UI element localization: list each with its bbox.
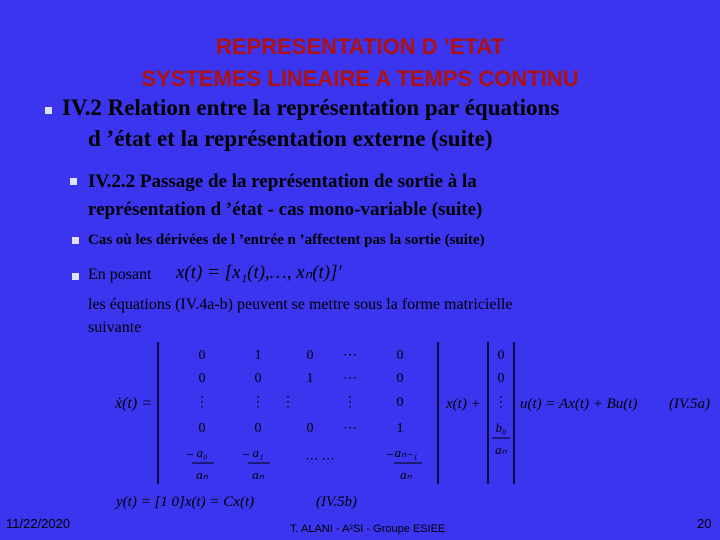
body-line1: les équations (IV.4a-b) peuvent se mettre sous la forme matricielle (88, 296, 513, 313)
svg-text:x(t) +: x(t) + (446, 396, 481, 412)
page-number: 20 (697, 516, 712, 531)
svg-text:0: 0 (254, 421, 262, 436)
svg-text:⋯: ⋯ (343, 348, 357, 363)
svg-text:0: 0 (396, 348, 404, 363)
svg-text:aₙ: aₙ (252, 467, 264, 482)
svg-text:0: 0 (497, 348, 505, 363)
svg-text:1: 1 (306, 371, 314, 386)
svg-text:⋮: ⋮ (195, 395, 209, 410)
svg-text:aₙ₋₁: aₙ₋₁ (394, 445, 418, 460)
equation-tag-b: (IV.5b) (316, 494, 357, 510)
footer-author: T. ALANI - A²SI - Groupe ESIEE (290, 523, 446, 535)
svg-text:⋯: ⋯ (343, 371, 357, 386)
svg-text:0: 0 (198, 348, 206, 363)
posing-label: En posant (88, 266, 152, 283)
svg-text:0: 0 (306, 348, 314, 363)
body-line2: suivante (88, 319, 142, 336)
output-equation: y(t) = [1 0]x(t) = Cx(t) (116, 494, 255, 510)
state-vector-formula: x(t) = [x₁(t),…, xₙ(t)]' (176, 262, 342, 283)
svg-text:⋮: ⋮ (343, 395, 357, 410)
svg-text:aₙ: aₙ (400, 467, 412, 482)
subsection-heading-line1: IV.2.2 Passage de la représentation de sortie à la (88, 171, 477, 192)
svg-text:1: 1 (396, 421, 404, 436)
svg-text:0: 0 (396, 371, 404, 386)
case-text: Cas où les dérivées de l ’entrée n ’affectent pas la sortie (suite) (88, 232, 485, 248)
svg-text:u(t) = Ax(t) + Bu(t): u(t) = Ax(t) + Bu(t) (520, 396, 638, 412)
svg-text:0: 0 (396, 395, 404, 410)
svg-text:a₀: a₀ (196, 445, 208, 460)
svg-text:ẋ(t) =: ẋ(t) = (115, 395, 152, 412)
slide-title-line2: SYSTEMES LINEAIRE A TEMPS CONTINU (141, 66, 579, 91)
section-heading-line2: d ’état et la représentation externe (suite) (88, 126, 493, 151)
bullet-icon (72, 237, 79, 244)
svg-text:0: 0 (306, 421, 314, 436)
slide-title-line1: REPRESENTATION D ’ETAT (215, 34, 505, 59)
svg-text:0: 0 (198, 421, 206, 436)
svg-text:⋮: ⋮ (251, 395, 265, 410)
svg-text:aₙ: aₙ (196, 467, 208, 482)
bullet-icon (72, 273, 79, 280)
svg-text:−: − (241, 447, 251, 462)
svg-text:⋮: ⋮ (281, 395, 295, 410)
section-heading-line1: IV.2 Relation entre la représentation par équations (62, 95, 560, 120)
svg-text:0: 0 (497, 371, 505, 386)
svg-text:−: − (185, 447, 195, 462)
equation-tag-a: (IV.5a) (669, 396, 710, 412)
svg-text:−: − (385, 447, 395, 462)
svg-text:0: 0 (198, 371, 206, 386)
svg-text:⋯: ⋯ (343, 421, 357, 436)
svg-text:b₀: b₀ (495, 420, 507, 435)
svg-text:⋯ ⋯: ⋯ ⋯ (305, 451, 335, 466)
bullet-icon (45, 107, 52, 114)
svg-text:aₙ: aₙ (495, 442, 507, 457)
subsection-heading-line2: représentation d ’état - cas mono-variable (suite) (88, 199, 483, 220)
svg-text:1: 1 (254, 348, 262, 363)
svg-text:a₁: a₁ (252, 445, 264, 460)
svg-text:⋮: ⋮ (494, 395, 508, 410)
bullet-icon (70, 178, 77, 185)
svg-text:0: 0 (254, 371, 262, 386)
footer-date: 11/22/2020 (6, 516, 71, 531)
